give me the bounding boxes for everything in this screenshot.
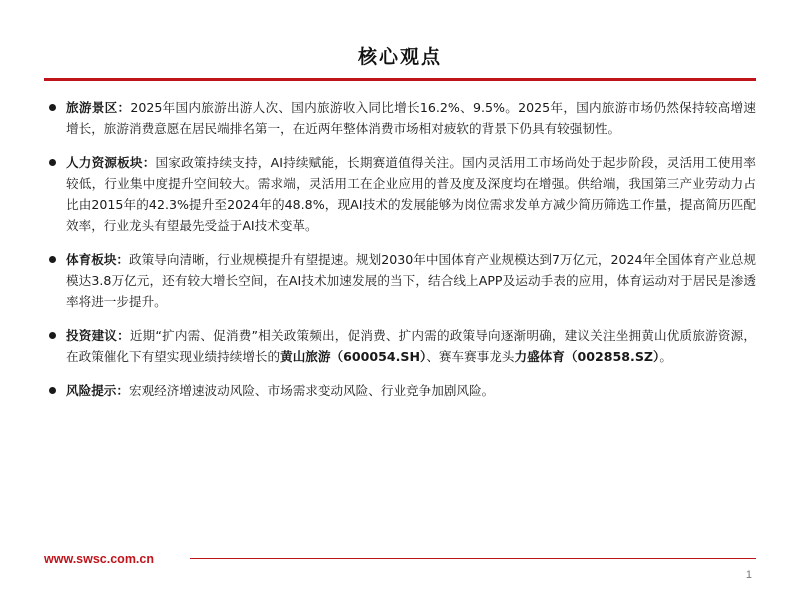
bullet-text: 2025年国内旅游出游人次、国内旅游收入同比增长16.2%、9.5%。2025年，国内旅游市场仍然保持较高增速增长，旅游消费意愿在居民端排名第一，在近两年整体消费市场相对疲软的背景下仍具有较强韧性。	[66, 100, 756, 136]
page-title: 核心观点	[357, 46, 442, 68]
bullet-heading: 风险提示：	[66, 383, 129, 398]
bullet-heading: 旅游景区：	[66, 100, 131, 115]
bullet-investment-advice	[48, 325, 756, 367]
title-divider	[44, 78, 756, 81]
bullet-dot-icon	[49, 256, 56, 263]
key-points-list	[48, 97, 756, 414]
bullet-dot-icon	[49, 159, 56, 166]
bullet-risk-warning	[48, 380, 756, 401]
stock-name-huangshan: 黄山旅游（600054.SH）	[280, 349, 427, 364]
page-number: 1	[745, 569, 752, 581]
bullet-dot-icon	[49, 387, 56, 394]
bullet-heading: 体育板块：	[66, 252, 130, 267]
bullet-dot-icon	[49, 104, 56, 111]
bullet-heading: 投资建议：	[66, 328, 130, 343]
bullet-text: 国家政策持续支持，AI持续赋能，长期赛道值得关注。国内灵活用工市场尚处于起步阶段，灵活用工使用率较低，行业集中度提升空间较大。需求端，灵活用工在企业应用的普及度及深度均在增强。供给端，我国第三产业劳动力占比由2015年的42.3%提升至2024年的48.8%，现AI技术的发展能够为岗位需求发单方减少简历筛选工作量，提高简历匹配效率，行业龙头有望最先受益于AI技术变革。	[66, 155, 756, 233]
bullet-heading: 人力资源板块：	[66, 155, 156, 170]
bullet-human-resources	[48, 152, 756, 236]
footer-divider	[190, 558, 756, 559]
stock-name-lisheng: 力盛体育（002858.SZ）	[514, 349, 660, 364]
bullet-text: 近期“扩内需、促消费”相关政策频出，促消费、扩内需的政策导向逐渐明确，建议关注坐拥黄山优质旅游资源，在政策催化下有望实现业绩持续增长的	[66, 328, 757, 364]
bullet-dot-icon	[49, 332, 56, 339]
bullet-text: 、赛车赛事龙头	[426, 349, 515, 364]
bullet-text: 。	[659, 349, 672, 364]
bullet-sports	[48, 249, 756, 312]
footer-website: www.swsc.com.cn	[44, 552, 154, 566]
bullet-tourism	[48, 97, 756, 139]
bullet-text: 政策导向清晰，行业规模提升有望提速。规划2030年中国体育产业规模达到7万亿元，2024年全国体育产业总规模达3.8万亿元，还有较大增长空间，在AI技术加速发展的当下，结合线上APP及运动手表的应用，体育运动对于居民是渗透率将进一步提升。	[66, 252, 756, 309]
bullet-text: 宏观经济增速波动风险、市场需求变动风险、行业竞争加剧风险。	[128, 383, 495, 398]
